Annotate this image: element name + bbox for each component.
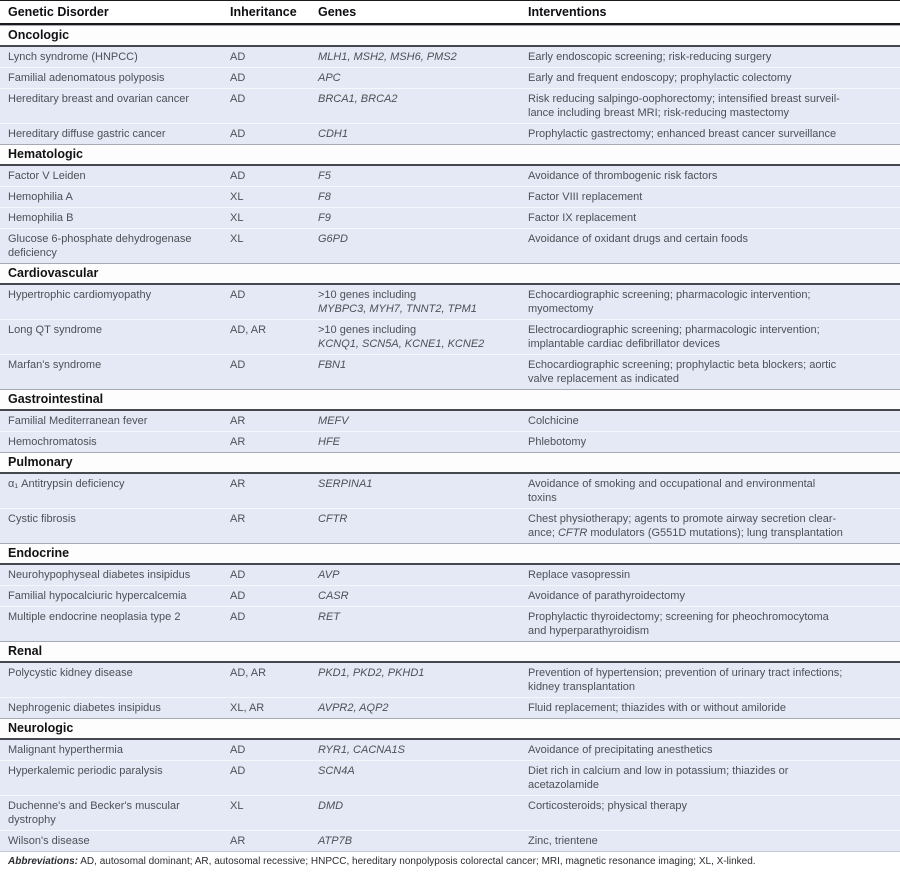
disorder-cell: Hemophilia A bbox=[8, 191, 73, 203]
table-row bbox=[0, 760, 900, 795]
table-row bbox=[0, 166, 900, 186]
genes-cell: F8 bbox=[318, 191, 331, 203]
disorder-cell: Wilson's disease bbox=[8, 835, 90, 847]
inheritance-cell: AD bbox=[230, 744, 246, 756]
table-row bbox=[0, 508, 900, 543]
genes-cell: DMD bbox=[318, 800, 344, 812]
interventions-cell: Prophylactic thyroidectomy; screening for pheochromocytoma and hyperparathyroidism bbox=[528, 611, 829, 637]
genes-cell: >10 genes including MYBPC3, MYH7, TNNT2, TPM1 bbox=[318, 289, 477, 315]
disorder-cell: Hemochromatosis bbox=[8, 436, 97, 448]
section-header-neurologic: Neurologic bbox=[0, 718, 900, 740]
disorder-cell: Familial adenomatous polyposis bbox=[8, 72, 165, 84]
inheritance-cell: AR bbox=[230, 513, 246, 525]
disorder-cell: Hyperkalemic periodic paralysis bbox=[8, 765, 163, 777]
table-row bbox=[0, 740, 900, 760]
interventions-cell: Avoidance of thrombogenic risk factors bbox=[528, 170, 718, 182]
section-header-endocrine: Endocrine bbox=[0, 543, 900, 565]
genes-cell: HFE bbox=[318, 436, 340, 448]
interventions-cell: Avoidance of oxidant drugs and certain foods bbox=[528, 233, 748, 245]
interventions-cell: Echocardiographic screening; pharmacologic intervention; myomectomy bbox=[528, 289, 811, 315]
interventions-cell: Electrocardiographic screening; pharmacologic intervention; implantable cardiac defibrillator devices bbox=[528, 324, 820, 350]
inheritance-cell: AD, AR bbox=[230, 324, 267, 336]
table-row bbox=[0, 207, 900, 228]
table-row bbox=[0, 830, 900, 851]
genes-cell: BRCA1, BRCA2 bbox=[318, 93, 398, 105]
table-row bbox=[0, 88, 900, 123]
section-header-hematologic: Hematologic bbox=[0, 144, 900, 166]
interventions-cell: Prophylactic gastrectomy; enhanced breast cancer surveillance bbox=[528, 128, 837, 140]
inheritance-cell: AD bbox=[230, 72, 246, 84]
table-row bbox=[0, 606, 900, 641]
interventions-cell: Echocardiographic screening; prophylactic beta blockers; aortic valve replacement as indicated bbox=[528, 359, 837, 385]
disorder-cell: Hypertrophic cardiomyopathy bbox=[8, 289, 152, 301]
column-header-inheritance: Inheritance bbox=[230, 5, 297, 19]
inheritance-cell: XL bbox=[230, 212, 244, 224]
inheritance-cell: AD bbox=[230, 765, 246, 777]
genes-cell: AVP bbox=[318, 569, 340, 581]
interventions-cell: Early and frequent endoscopy; prophylactic colectomy bbox=[528, 72, 792, 84]
table-row bbox=[0, 663, 900, 697]
genes-cell: RYR1, CACNA1S bbox=[318, 744, 406, 756]
genes-cell: G6PD bbox=[318, 233, 348, 245]
interventions-cell: Replace vasopressin bbox=[528, 569, 631, 581]
interventions-cell: Avoidance of precipitating anesthetics bbox=[528, 744, 713, 756]
section-header-pulmonary: Pulmonary bbox=[0, 452, 900, 474]
interventions-cell: Avoidance of parathyroidectomy bbox=[528, 590, 685, 602]
disorder-cell: Polycystic kidney disease bbox=[8, 667, 133, 679]
table-row bbox=[0, 565, 900, 585]
inheritance-cell: AR bbox=[230, 478, 246, 490]
abbreviations-label: Abbreviations: bbox=[8, 856, 79, 867]
interventions-cell: Early endoscopic screening; risk-reducing surgery bbox=[528, 51, 772, 63]
table-row bbox=[0, 67, 900, 88]
column-header-genes: Genes bbox=[318, 5, 357, 19]
genes-cell: MEFV bbox=[318, 415, 349, 427]
table-row bbox=[0, 186, 900, 207]
inheritance-cell: AR bbox=[230, 436, 246, 448]
genes-cell: SERPINA1 bbox=[318, 478, 373, 490]
disorder-cell: Nephrogenic diabetes insipidus bbox=[8, 702, 161, 714]
table-header bbox=[0, 0, 900, 25]
disorder-cell: Hereditary breast and ovarian cancer bbox=[8, 93, 189, 105]
inheritance-cell: AD bbox=[230, 590, 246, 602]
disorder-cell: Glucose 6-phosphate dehydrogenase deficiency bbox=[8, 233, 192, 259]
genes-cell: APC bbox=[318, 72, 341, 84]
interventions-cell: Avoidance of smoking and occupational and environmental toxins bbox=[528, 478, 816, 504]
disorder-cell: Long QT syndrome bbox=[8, 324, 102, 336]
inheritance-cell: AD bbox=[230, 611, 246, 623]
table-row bbox=[0, 411, 900, 431]
genes-cell: F5 bbox=[318, 170, 331, 182]
inheritance-cell: AD bbox=[230, 359, 246, 371]
disorder-cell: Malignant hyperthermia bbox=[8, 744, 123, 756]
interventions-cell: Prevention of hypertension; prevention of urinary tract infections; kidney transplantation bbox=[528, 667, 843, 693]
interventions-cell: Corticosteroids; physical therapy bbox=[528, 800, 687, 812]
table-row bbox=[0, 319, 900, 354]
interventions-cell: Fluid replacement; thiazides with or without amiloride bbox=[528, 702, 787, 714]
column-header-genetic-disorder: Genetic Disorder bbox=[8, 5, 109, 19]
inheritance-cell: AD bbox=[230, 51, 246, 63]
table-row bbox=[0, 795, 900, 830]
table-row bbox=[0, 585, 900, 606]
disorder-cell: Familial Mediterranean fever bbox=[8, 415, 148, 427]
interventions-cell: Factor VIII replacement bbox=[528, 191, 643, 203]
genes-cell: MLH1, MSH2, MSH6, PMS2 bbox=[318, 51, 457, 63]
disorder-cell: Familial hypocalciuric hypercalcemia bbox=[8, 590, 187, 602]
disorder-cell: Lynch syndrome (HNPCC) bbox=[8, 51, 138, 63]
disorder-cell: Duchenne's and Becker's muscular dystrophy bbox=[8, 800, 180, 826]
section-header-oncologic: Oncologic bbox=[0, 25, 900, 47]
section-header-gastrointestinal: Gastrointestinal bbox=[0, 389, 900, 411]
inheritance-cell: AD bbox=[230, 569, 246, 581]
inheritance-cell: AD bbox=[230, 128, 246, 140]
genes-cell: >10 genes including KCNQ1, SCN5A, KCNE1, KCNE2 bbox=[318, 324, 485, 350]
genes-cell: AVPR2, AQP2 bbox=[318, 702, 389, 714]
genes-cell: CASR bbox=[318, 590, 349, 602]
genes-cell: FBN1 bbox=[318, 359, 347, 371]
table-row bbox=[0, 474, 900, 508]
disorder-cell: Hereditary diffuse gastric cancer bbox=[8, 128, 166, 140]
interventions-cell: Zinc, trientene bbox=[528, 835, 598, 847]
table-row bbox=[0, 285, 900, 319]
inheritance-cell: XL, AR bbox=[230, 702, 265, 714]
table-body bbox=[0, 25, 900, 851]
disorder-cell: Multiple endocrine neoplasia type 2 bbox=[8, 611, 181, 623]
inheritance-cell: AD bbox=[230, 93, 246, 105]
section-header-cardiovascular: Cardiovascular bbox=[0, 263, 900, 285]
genes-cell: RET bbox=[318, 611, 340, 623]
inheritance-cell: AD bbox=[230, 289, 246, 301]
disorder-cell: Cystic fibrosis bbox=[8, 513, 76, 525]
table-row bbox=[0, 228, 900, 263]
disorder-cell: Factor V Leiden bbox=[8, 170, 86, 182]
disorder-cell: Marfan's syndrome bbox=[8, 359, 102, 371]
inheritance-cell: XL bbox=[230, 191, 244, 203]
genes-cell: ATP7B bbox=[318, 835, 353, 847]
genes-cell: SCN4A bbox=[318, 765, 355, 777]
table-row bbox=[0, 354, 900, 389]
genes-cell: CFTR bbox=[318, 513, 348, 525]
table-row bbox=[0, 123, 900, 144]
interventions-cell: Factor IX replacement bbox=[528, 212, 637, 224]
disorder-cell: Neurohypophyseal diabetes insipidus bbox=[8, 569, 191, 581]
genes-cell: F9 bbox=[318, 212, 331, 224]
inheritance-cell: AD, AR bbox=[230, 667, 267, 679]
interventions-cell: Chest physiotherapy; agents to promote airway secretion clear- ance; CFTR modulators (G551D mutations); lung transplantation bbox=[528, 513, 843, 539]
column-header-interventions: Interventions bbox=[528, 5, 607, 19]
disorder-cell: Hemophilia B bbox=[8, 212, 74, 224]
table-row bbox=[0, 431, 900, 452]
inheritance-cell: AR bbox=[230, 415, 246, 427]
section-header-renal: Renal bbox=[0, 641, 900, 663]
inheritance-cell: AR bbox=[230, 835, 246, 847]
inheritance-cell: XL bbox=[230, 800, 244, 812]
inheritance-cell: XL bbox=[230, 233, 244, 245]
interventions-cell: Risk reducing salpingo-oophorectomy; intensified breast surveil- lance including breast MRI; risk-reducing mastectomy bbox=[528, 93, 840, 119]
table-row bbox=[0, 697, 900, 718]
genes-cell: CDH1 bbox=[318, 128, 348, 140]
table-row bbox=[0, 47, 900, 67]
interventions-cell: Diet rich in calcium and low in potassium; thiazides or acetazolamide bbox=[528, 765, 789, 791]
genes-cell: PKD1, PKD2, PKHD1 bbox=[318, 667, 425, 679]
abbreviations-text: AD, autosomal dominant; AR, autosomal recessive; HNPCC, hereditary nonpolyposis colorectal cancer; MRI, magnetic resonance imaging; XL, X-linked. bbox=[78, 856, 756, 867]
interventions-cell: Phlebotomy bbox=[528, 436, 587, 448]
disorder-cell: α₁ Antitrypsin deficiency bbox=[8, 478, 125, 490]
abbreviations-note bbox=[0, 851, 900, 868]
interventions-cell: Colchicine bbox=[528, 415, 579, 427]
inheritance-cell: AD bbox=[230, 170, 246, 182]
